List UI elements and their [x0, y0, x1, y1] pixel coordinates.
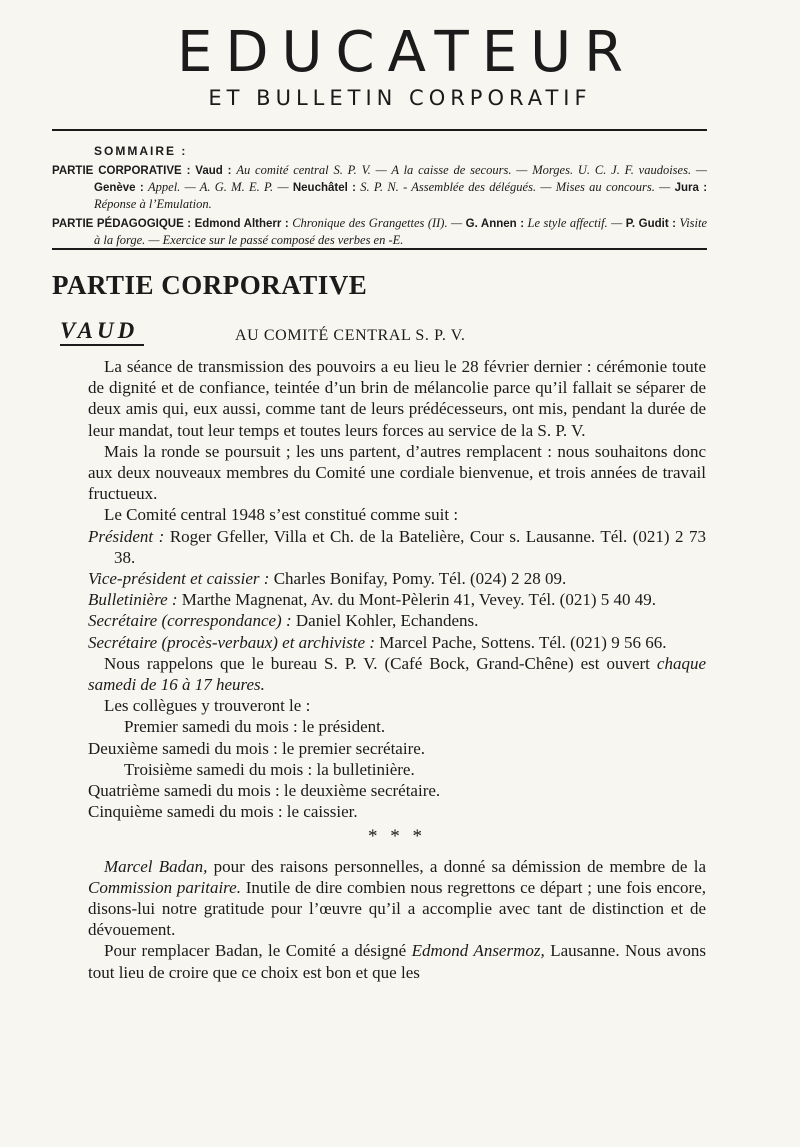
summary-altherr-text: Chronique des Grangettes (II). —: [292, 216, 463, 230]
section-title: PARTIE CORPORATIVE: [52, 270, 368, 300]
summary-neuchatel: Neuchâtel :: [292, 182, 356, 194]
summary-corporative: [52, 162, 707, 212]
committee-role: Secrétaire (procès-verbaux) et archiviste :: [88, 632, 375, 652]
article-title: AU COMITÉ CENTRAL S. P. V.: [235, 327, 466, 344]
committee-entry: [88, 589, 706, 610]
article-heading-row: [60, 318, 710, 350]
summary-author-annen: G. Annen :: [465, 218, 525, 230]
summary-jura-text: Réponse à l’Emulation.: [94, 197, 212, 211]
summary-bottom-rule: [52, 248, 707, 250]
summary-annen-text: Le style affectif. —: [527, 216, 623, 230]
schedule-item: Quatrième samedi du mois : le deuxième secrétaire.: [88, 781, 441, 801]
committee-details: Daniel Kohler, Echandens.: [295, 611, 479, 631]
paragraph-text: Pour remplacer Badan, le Comité a désigné: [104, 941, 407, 961]
article-body: [88, 356, 706, 983]
paragraph: Mais la ronde se poursuit ; les uns partent, d’autres remplacent : nous souhaitons donc aux deux nouveaux membres du Comité une cordiale bienvenue, et trois années de travail fructueux.: [88, 441, 706, 504]
schedule-item: Deuxième samedi du mois : le premier secrétaire.: [88, 738, 426, 758]
paragraph-text: pour des raisons personnelles, a donné sa démission de membre de la: [213, 856, 706, 876]
committee-details: Roger Gfeller, Villa et Ch. de la Batelière, Cour s. Lausanne. Tél. (021) 2 73 38.: [114, 526, 707, 567]
summary-block: [52, 143, 707, 251]
summary-author-altherr: Edmond Altherr :: [194, 218, 289, 230]
committee-entry: [88, 632, 706, 653]
paragraph: Le Comité central 1948 s’est constitué comme suit :: [104, 505, 459, 525]
committee-details: Marcel Pache, Sottens. Tél. (021) 9 56 66.: [379, 632, 667, 652]
summary-pedagogique-label: PARTIE PÉDAGOGIQUE :: [52, 218, 192, 230]
paragraph: [88, 856, 706, 941]
summary-gudit-text: Visite à la forge. — Exercice sur le passé composé des verbes en -E.: [94, 216, 708, 247]
committee-role: Secrétaire (correspondance) :: [88, 611, 292, 631]
office-text: Nous rappelons que le bureau S. P. V. (Café Bock, Grand-Chêne) est ouvert: [104, 653, 650, 673]
committee-role: Vice-président et caissier :: [88, 569, 270, 589]
section-separator: * * *: [368, 826, 426, 848]
committee-role: Bulletinière :: [88, 590, 178, 610]
committee-entry: [88, 568, 706, 589]
schedule-item: Cinquième samedi du mois : le caissier.: [88, 802, 358, 822]
paragraph: La séance de transmission des pouvoirs a eu lieu le 28 février dernier : cérémonie toute de dignité et de confiance, teintée d’un brin de mélancolie parce qu’il fallait se séparer de deux amis qui, eux aussi, comme tant de leurs prédécesseurs, ont mis, pendant la durée de leur mandat, tout leur temps et toutes leurs forces au service de la S. P. V.: [88, 357, 706, 440]
summary-corporative-label: PARTIE CORPORATIVE :: [52, 165, 191, 177]
office-hours: chaque samedi de 16 à 17 heures.: [88, 653, 707, 695]
committee-role: Président :: [88, 526, 165, 546]
summary-vaud: Vaud :: [195, 165, 232, 177]
schedule-item: Troisième samedi du mois : la bulletinière.: [124, 759, 415, 779]
committee-details: Charles Bonifay, Pomy. Tél. (024) 2 28 09.: [273, 569, 567, 589]
person-name: Marcel Badan,: [104, 856, 208, 876]
summary-neuchatel-text: S. P. N. - Assemblée des délégués. — Mises au concours. —: [360, 180, 671, 194]
person-name: Edmond Ansermoz,: [411, 941, 545, 961]
summary-pedagogique: [52, 215, 707, 248]
paragraph-text: Inutile de dire combien nous regrettons ce départ ; une fois encore, disons-lui notre gratitude pour l’œuvre qu’il a accomplie avec tant de distinction et de dévouement.: [88, 877, 706, 940]
paragraph: Les collègues y trouveront le :: [104, 696, 311, 716]
canton-heading: VAUD: [60, 318, 144, 346]
summary-heading: SOMMAIRE :: [94, 144, 188, 158]
summary-geneve-text: Appel. — A. G. M. E. P. —: [148, 180, 289, 194]
paragraph-text: Lausanne. Nous avons tout lieu de croire que ce choix est bon et que les: [88, 941, 707, 982]
committee-details: Marthe Magnenat, Av. du Mont-Pèlerin 41, Vevey. Tél. (021) 5 40 49.: [181, 590, 656, 610]
committee-entry: [88, 610, 706, 631]
commission-name: Commission paritaire.: [88, 877, 241, 897]
top-rule: [52, 129, 707, 131]
schedule-item: Premier samedi du mois : le président.: [124, 717, 386, 737]
paragraph: [88, 653, 706, 695]
masthead-title: EDUCATEUR: [176, 20, 637, 85]
summary-geneve: Genève :: [94, 182, 144, 194]
summary-jura: Jura :: [674, 182, 708, 194]
summary-vaud-text: Au comité central S. P. V. — A la caisse de secours. — Morges. U. C. J. F. vaudoises. —: [236, 163, 708, 177]
masthead-subtitle: ET BULLETIN CORPORATIF: [208, 86, 592, 110]
summary-author-gudit: P. Gudit :: [625, 218, 677, 230]
paragraph: [88, 940, 706, 982]
committee-entry: [88, 526, 706, 568]
